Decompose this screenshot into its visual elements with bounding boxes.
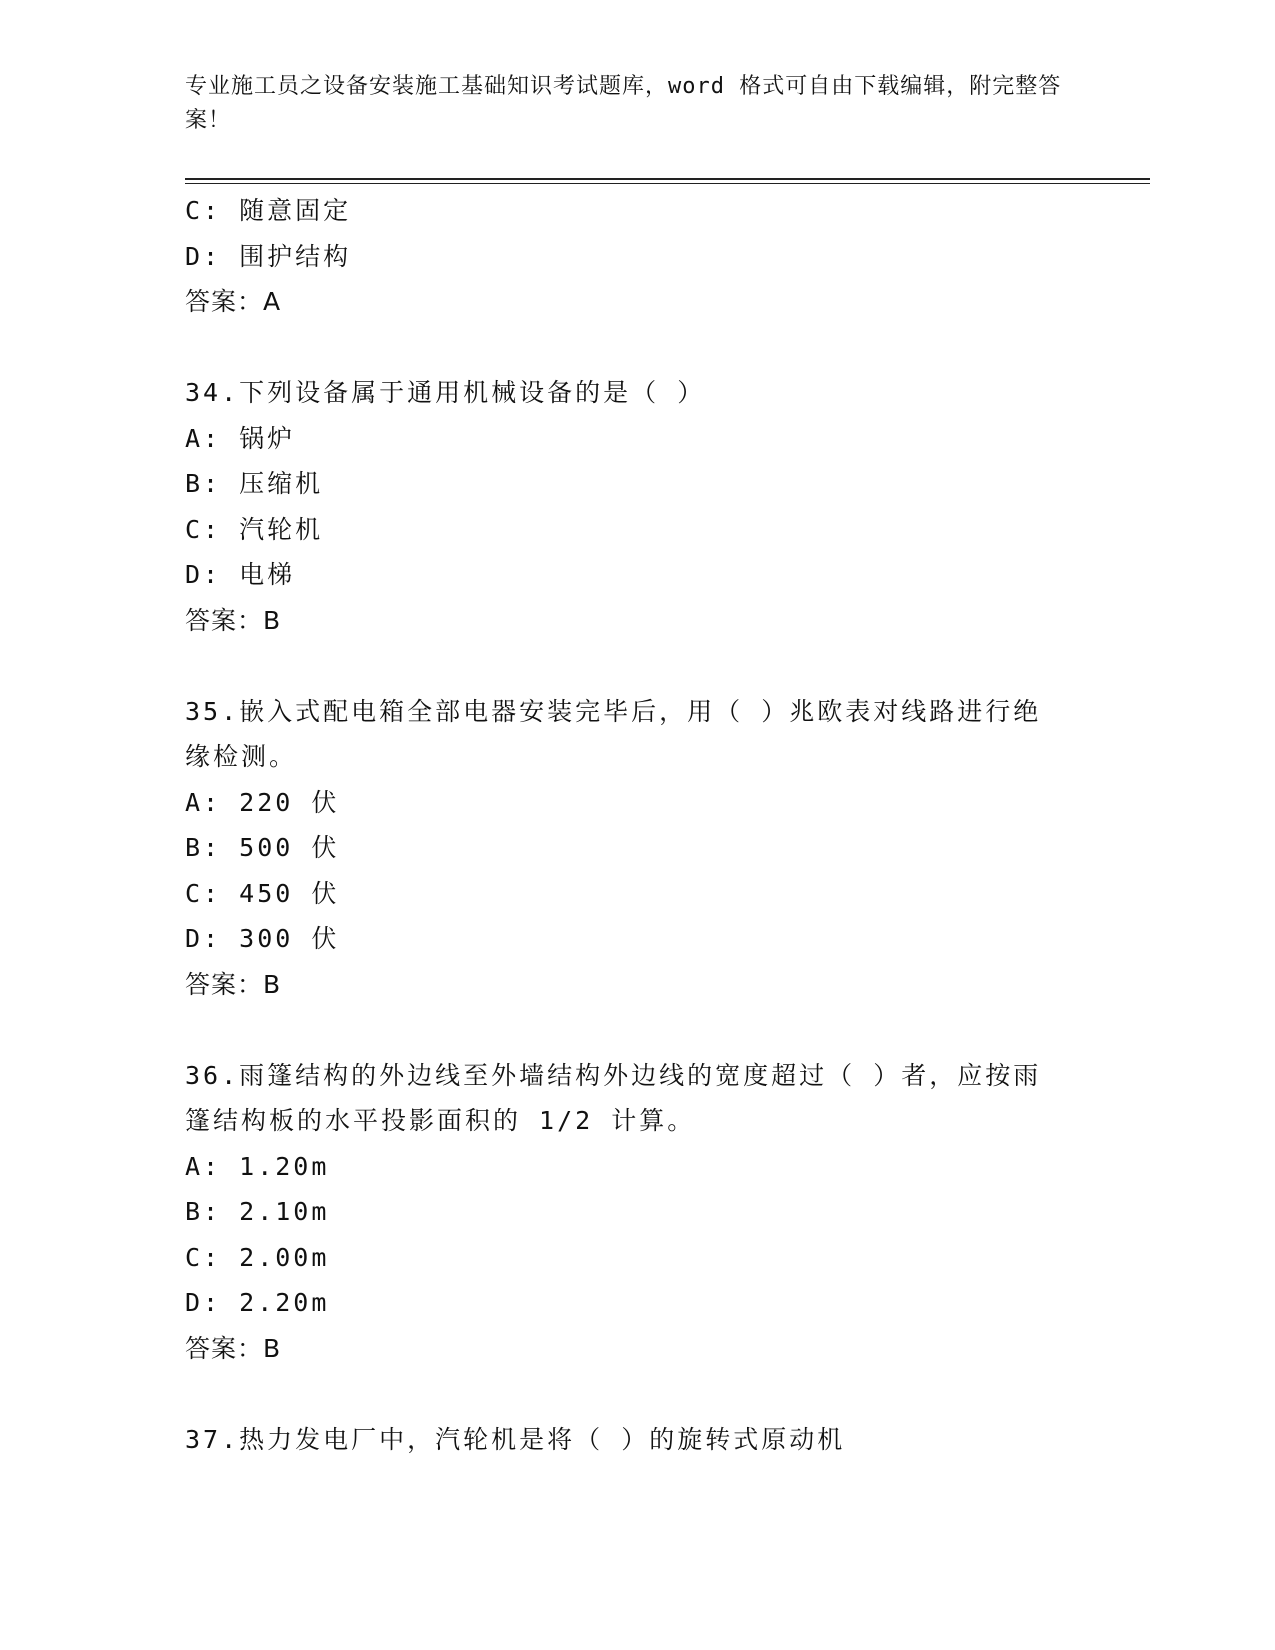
question-stem: 36.雨篷结构的外边线至外墙结构外边线的宽度超过（ ）者，应按雨篷结构板的水平投影面积的 1/2 计算。	[185, 1060, 1042, 1135]
question-stem: 34.下列设备属于通用机械设备的是（ ）	[185, 378, 706, 407]
spacer	[185, 1007, 1145, 1053]
option-b: B: 500 伏	[185, 833, 340, 862]
answer: 答案：B	[185, 1333, 282, 1363]
option-b: B: 压缩机	[185, 469, 324, 498]
question-35	[185, 689, 1145, 1008]
option-d: D: 2.20m	[185, 1288, 330, 1317]
spacer	[185, 325, 1145, 371]
header-rule-thick	[185, 178, 1150, 180]
question-36	[185, 1053, 1145, 1372]
document-body	[185, 188, 1145, 1462]
question-stem: 37.热力发电厂中，汽轮机是将（ ）的旋转式原动机	[185, 1424, 846, 1454]
answer: 答案：A	[185, 287, 282, 316]
answer: 答案：B	[185, 605, 282, 635]
option-c: C: 450 伏	[185, 878, 340, 908]
spacer	[185, 643, 1145, 689]
option-a: A: 220 伏	[185, 787, 340, 817]
option-a: A: 1.20m	[185, 1151, 330, 1181]
question-37	[185, 1417, 1145, 1463]
prev-question-block	[185, 188, 1145, 325]
option-d: D: 电梯	[185, 560, 296, 589]
option-c: C: 2.00m	[185, 1242, 330, 1272]
header-title: 专业施工员之设备安装施工基础知识考试题库，word 格式可自由下载编辑，附完整答案！	[185, 74, 1062, 133]
header-rule-thin	[185, 183, 1150, 184]
option-c: C: 随意固定	[185, 196, 352, 225]
document-header	[185, 70, 1065, 138]
answer: 答案：B	[185, 969, 282, 999]
option-d: D: 围护结构	[185, 241, 352, 271]
option-c: C: 汽轮机	[185, 514, 324, 544]
option-d: D: 300 伏	[185, 924, 340, 953]
question-34	[185, 370, 1145, 643]
option-b: B: 2.10m	[185, 1197, 330, 1226]
question-stem: 35.嵌入式配电箱全部电器安装完毕后，用（ ）兆欧表对线路进行绝缘检测。	[185, 696, 1042, 771]
spacer	[185, 1371, 1145, 1417]
option-a: A: 锅炉	[185, 423, 296, 453]
